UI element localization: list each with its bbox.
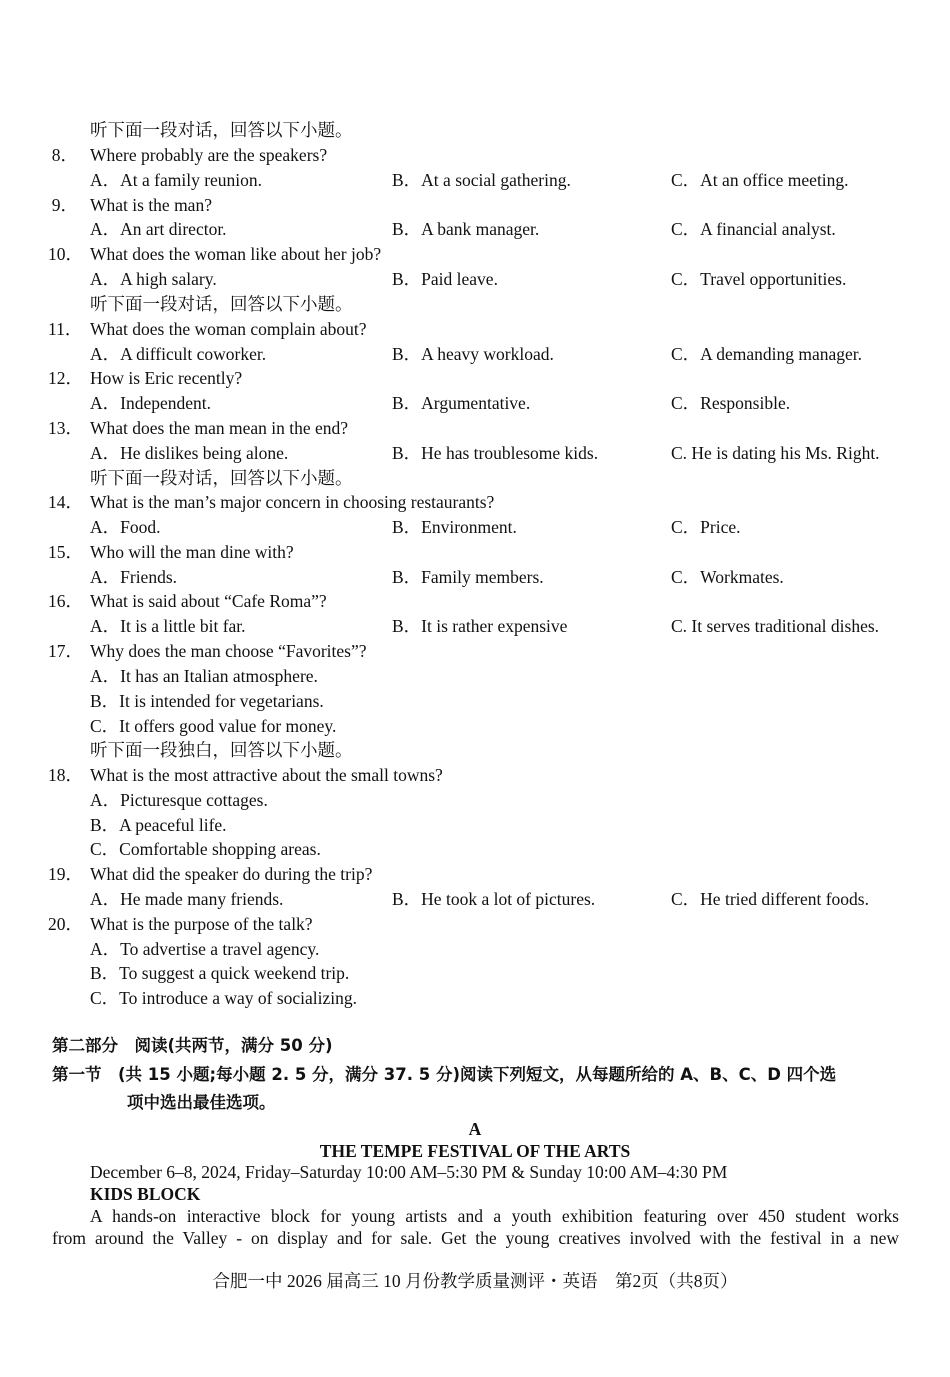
question-number: 16． <box>48 591 83 611</box>
option-c: C．Price. <box>671 517 741 537</box>
option-b: B．A heavy workload. <box>392 344 554 364</box>
section-instruction: 听下面一段对话，回答以下小题。 <box>90 120 353 140</box>
option-b: B．He took a lot of pictures. <box>392 889 596 909</box>
option-a: A．A difficult coworker. <box>90 344 267 364</box>
option-c: C．A demanding manager. <box>671 344 863 364</box>
option-a: A．To advertise a travel agency. <box>90 939 320 959</box>
section-instruction-line1: 第一节 (共 15 小题;每小题 2. 5 分，满分 37. 5 分)阅读下列短文，从每题所给的 A、B、C、D 四个选 <box>52 1065 837 1084</box>
question-text: How is Eric recently? <box>90 368 243 388</box>
question-number: 8． <box>51 145 78 165</box>
option-c: C. He is dating his Ms. Right. <box>671 443 880 463</box>
question-number: 9． <box>51 195 78 215</box>
option-a: A．A high salary. <box>90 269 217 289</box>
option-b: B．At a social gathering. <box>392 170 571 190</box>
option-b: B．Argumentative. <box>392 393 531 413</box>
question-number: 11． <box>48 319 83 339</box>
question-text: What is said about “Cafe Roma”? <box>90 591 327 611</box>
section-instruction: 听下面一段独白，回答以下小题。 <box>90 740 353 760</box>
option-c: C. It serves traditional dishes. <box>671 616 880 636</box>
option-b: B．It is intended for vegetarians. <box>90 691 324 711</box>
option-a: A．Friends. <box>90 567 178 587</box>
option-a: A．It is a little bit far. <box>90 616 246 636</box>
option-b: B．It is rather expensive <box>392 616 568 636</box>
question-text: What does the woman like about her job? <box>90 244 382 264</box>
question-number: 17． <box>48 641 83 661</box>
option-a: A．Picturesque cottages. <box>90 790 268 810</box>
option-c: C．Comfortable shopping areas. <box>90 839 321 859</box>
option-b: B．Environment. <box>392 517 517 537</box>
question-number: 12． <box>48 368 83 388</box>
paragraph-line: A hands-on interactive block for young artists and a youth exhibition featuring over 450 student works <box>90 1206 899 1226</box>
question-number: 18． <box>48 765 83 785</box>
section-instruction: 听下面一段对话，回答以下小题。 <box>90 294 353 314</box>
option-c: C．At an office meeting. <box>671 170 849 190</box>
section-instruction: 听下面一段对话，回答以下小题。 <box>90 468 353 488</box>
option-a: A．An art director. <box>90 219 227 239</box>
option-c: C．He tried different foods. <box>671 889 869 909</box>
page-footer: 合肥一中 2026 届高三 10 月份教学质量测评・英语 第2页（共8页） <box>212 1271 738 1291</box>
question-number: 15． <box>48 542 83 562</box>
question-text: What does the man mean in the end? <box>90 418 349 438</box>
question-number: 14． <box>48 492 83 512</box>
option-b: B．He has troublesome kids. <box>392 443 599 463</box>
option-b: B．Family members. <box>392 567 544 587</box>
question-text: Who will the man dine with? <box>90 542 294 562</box>
question-text: What is the most attractive about the small towns? <box>90 765 443 785</box>
question-text: What did the speaker do during the trip? <box>90 864 373 884</box>
passage-title: THE TEMPE FESTIVAL OF THE ARTS <box>319 1141 631 1161</box>
option-a: A．He dislikes being alone. <box>90 443 289 463</box>
question-number: 19． <box>48 864 83 884</box>
paragraph-line: from around the Valley - on display and for sale. Get the young creatives involved with the festival in a new <box>52 1228 899 1248</box>
option-c: C．Responsible. <box>671 393 791 413</box>
question-text: Where probably are the speakers? <box>90 145 328 165</box>
passage-letter: A <box>468 1119 482 1139</box>
option-b: B．A bank manager. <box>392 219 540 239</box>
question-text: What does the woman complain about? <box>90 319 367 339</box>
option-c: C．Travel opportunities. <box>671 269 847 289</box>
option-b: B．A peaceful life. <box>90 815 227 835</box>
question-number: 10． <box>48 244 83 264</box>
option-c: C．It offers good value for money. <box>90 716 337 736</box>
question-text: What is the man’s major concern in choosing restaurants? <box>90 492 495 512</box>
festival-dates: December 6–8, 2024, Friday–Saturday 10:00 AM–5:30 PM & Sunday 10:00 AM–4:30 PM <box>90 1162 728 1182</box>
option-a: A．Independent. <box>90 393 212 413</box>
option-a: A．Food. <box>90 517 161 537</box>
question-text: Why does the man choose “Favorites”? <box>90 641 367 661</box>
part-title: 第二部分 阅读(共两节，满分 50 分) <box>52 1036 333 1055</box>
option-c: C．To introduce a way of socializing. <box>90 988 358 1008</box>
option-c: C．Workmates. <box>671 567 784 587</box>
option-a: A．He made many friends. <box>90 889 284 909</box>
question-text: What is the man? <box>90 195 212 215</box>
block-heading: KIDS BLOCK <box>90 1184 201 1204</box>
option-a: A．It has an Italian atmosphere. <box>90 666 318 686</box>
option-b: B．Paid leave. <box>392 269 498 289</box>
option-b: B．To suggest a quick weekend trip. <box>90 963 350 983</box>
section-instruction-line2: 项中选出最佳选项。 <box>127 1093 276 1112</box>
option-c: C．A financial analyst. <box>671 219 836 239</box>
question-number: 20． <box>48 914 83 934</box>
question-text: What is the purpose of the talk? <box>90 914 313 934</box>
question-number: 13． <box>48 418 83 438</box>
option-a: A．At a family reunion. <box>90 170 263 190</box>
